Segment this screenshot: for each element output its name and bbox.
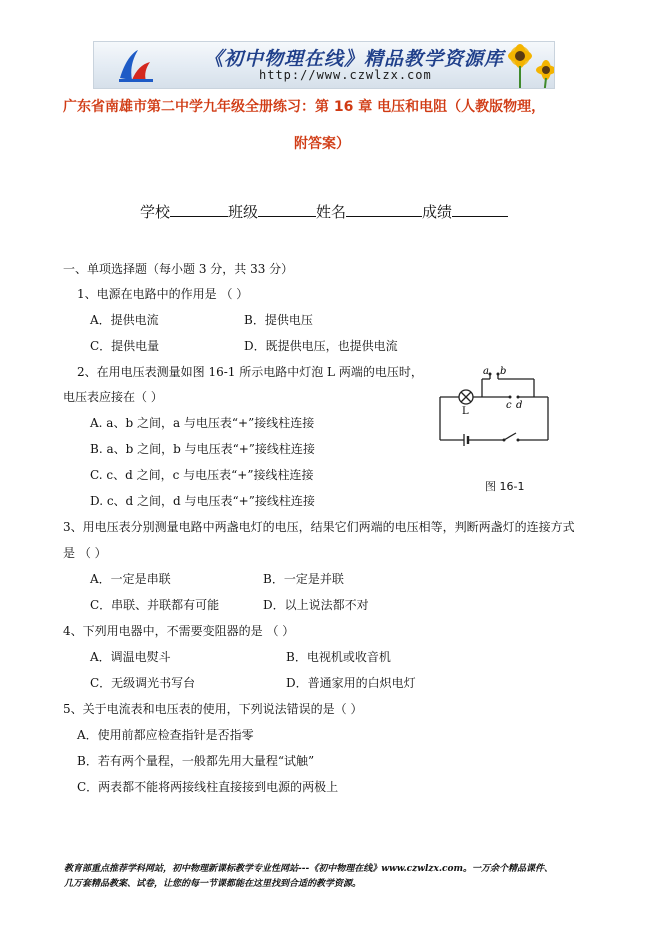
footer-line-2: 几万套精品教案、试卷，让您的每一节课都能在这里找到合适的教学资源。: [64, 879, 362, 889]
document-title-line2: 附答案）: [294, 136, 350, 152]
terminal-label-d: d: [516, 400, 523, 411]
question-3-option-d: D．以上说法都不对: [263, 598, 369, 612]
question-2-option-d: D. c、d 之间，d 与电压表“+”接线柱连接: [90, 494, 315, 508]
question-2-option-c: C. c、d 之间，c 与电压表“+”接线柱连接: [90, 468, 314, 482]
student-info-fields: [140, 201, 508, 222]
terminal-label-c: c: [506, 400, 512, 411]
question-1-stem: 1、电源在电路中的作用是 （ ）: [77, 287, 249, 301]
question-5-option-a: A．使用前都应检查指针是否指零: [77, 728, 254, 742]
question-5-option-b: B．若有两个量程，一般都先用大量程“试触”: [77, 754, 315, 768]
school-label: 学校: [140, 203, 171, 221]
question-2-option-b: B. a、b 之间，b 与电压表“+”接线柱连接: [90, 442, 315, 456]
circuit-diagram: [432, 362, 557, 452]
class-label: 班级: [228, 203, 259, 221]
question-3-option-a: A．一定是串联: [90, 572, 171, 586]
class-blank[interactable]: [258, 202, 316, 217]
question-1-option-d: D．既提供电压，也提供电流: [244, 339, 398, 353]
question-1-option-b: B．提供电压: [244, 313, 313, 327]
question-2-option-a: A. a、b 之间，a 与电压表“+”接线柱连接: [90, 416, 315, 430]
question-1-option-c: C．提供电量: [90, 339, 160, 353]
question-2-stem-cont: 电压表应接在（ ）: [63, 390, 163, 404]
school-blank[interactable]: [170, 202, 228, 217]
score-label: 成绩: [422, 203, 453, 221]
question-3-option-c: C．串联、并联都有可能: [90, 598, 220, 612]
logo-icon: [116, 48, 156, 84]
question-4-option-b: B．电视机或收音机: [286, 650, 391, 664]
question-4-stem: 4、下列用电器中，不需要变阻器的是 （ ）: [63, 624, 295, 638]
header-banner: [93, 41, 555, 89]
page-footer: [64, 862, 604, 892]
lamp-label: L: [462, 406, 469, 417]
question-2-stem: 2、在用电压表测量如图 16-1 所示电路中灯泡 L 两端的电压时，: [77, 365, 423, 379]
question-4-option-a: A．调温电熨斗: [90, 650, 171, 664]
question-3-stem-cont: 是 （ ）: [63, 546, 107, 560]
score-blank[interactable]: [452, 202, 508, 217]
question-3-option-b: B．一定是并联: [263, 572, 344, 586]
name-label: 姓名: [316, 203, 347, 221]
question-4-option-c: C．无级调光书写台: [90, 676, 196, 690]
terminal-label-b: b: [500, 366, 507, 377]
question-5-option-c: C．两表都不能将两接线柱直接接到电源的两极上: [77, 780, 339, 794]
document-title-line1: 广东省南雄市第二中学九年级全册练习：第 16 章 电压和电阻（人教版物理，: [63, 99, 546, 115]
question-1-option-a: A．提供电流: [90, 313, 159, 327]
sunflower-icon: [490, 41, 555, 89]
banner-url: http://www.czwlzx.com: [259, 68, 432, 82]
section-heading: 一、单项选择题（每小题 3 分，共 33 分）: [63, 262, 294, 276]
terminal-label-a: a: [483, 366, 489, 377]
question-3-stem: 3、用电压表分别测量电路中两盏电灯的电压，结果它们两端的电压相等，判断两盏灯的连接方式: [63, 520, 575, 534]
footer-line-1: 教育部重点推荐学科网站，初中物理新课标教学专业性网站---《初中物理在线》www.czwlzx.com。一万余个精品课件、: [64, 864, 554, 874]
question-5-stem: 5、关于电流表和电压表的使用，下列说法错误的是（ ）: [63, 702, 363, 716]
question-4-option-d: D．普通家用的白炽电灯: [286, 676, 416, 690]
name-blank[interactable]: [346, 202, 422, 217]
banner-title: 《初中物理在线》精品教学资源库: [204, 48, 505, 70]
figure-caption: 图 16-1: [485, 480, 525, 493]
